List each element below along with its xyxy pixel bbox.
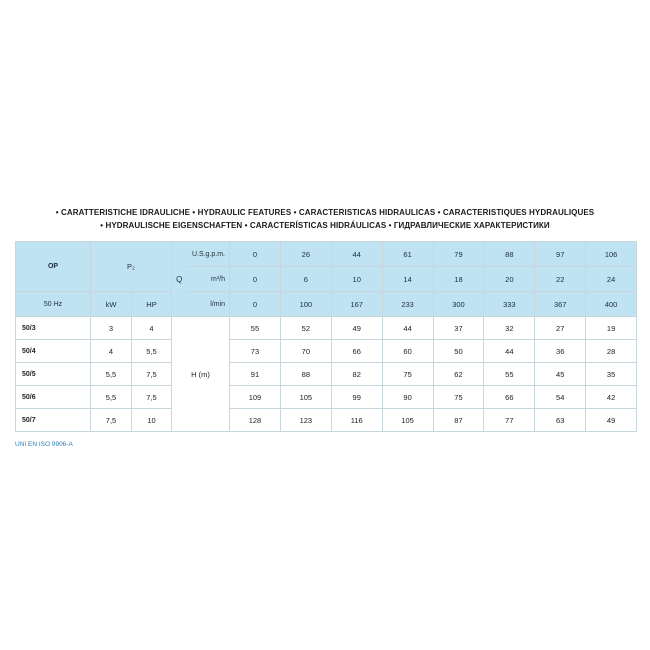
hp-header: HP — [132, 292, 172, 317]
model-cell: 50/3 — [16, 317, 91, 340]
head-cell: 49 — [331, 317, 382, 340]
usgpm-cell: 88 — [484, 242, 535, 267]
hp-cell: 7,5 — [132, 386, 172, 409]
p2-header: P₂ — [91, 242, 172, 292]
head-cell: 44 — [382, 317, 433, 340]
head-cell: 116 — [331, 409, 382, 432]
usgpm-cell: 106 — [586, 242, 637, 267]
kw-header: kW — [91, 292, 132, 317]
usgpm-cell: 79 — [433, 242, 484, 267]
head-cell: 52 — [280, 317, 331, 340]
kw-cell: 4 — [91, 340, 132, 363]
lmin-cell: 400 — [586, 292, 637, 317]
head-cell: 35 — [586, 363, 637, 386]
model-cell: 50/7 — [16, 409, 91, 432]
table-title-line-2: • HYDRAULISCHE EIGENSCHAFTEN • CARACTERÍSTICAS HIDRÁULICAS • ГИДРАВЛИЧЕСКИЕ ХАРАКТЕРИСТИКИ — [100, 221, 550, 230]
m3h-cell: 22 — [535, 267, 586, 292]
head-cell: 28 — [586, 340, 637, 363]
head-cell: 36 — [535, 340, 586, 363]
m3h-cell: 6 — [280, 267, 331, 292]
head-cell: 88 — [280, 363, 331, 386]
head-cell: 128 — [230, 409, 281, 432]
table-title-line-1: • CARATTERISTICHE IDRAULICHE • HYDRAULIC FEATURES • CARACTERISTICAS HIDRAULICAS • CARACTERISTIQUES HYDRAULIQUES — [55, 208, 595, 217]
kw-cell: 3 — [91, 317, 132, 340]
head-cell: 49 — [586, 409, 637, 432]
model-cell: 50/5 — [16, 363, 91, 386]
unit-usgpm: U.S.g.p.m. — [187, 242, 230, 267]
hp-cell: 4 — [132, 317, 172, 340]
usgpm-cell: 97 — [535, 242, 586, 267]
head-cell: 62 — [433, 363, 484, 386]
head-cell: 90 — [382, 386, 433, 409]
head-cell: 50 — [433, 340, 484, 363]
hydraulic-features-table — [15, 241, 637, 432]
hp-cell: 10 — [132, 409, 172, 432]
lmin-cell: 167 — [331, 292, 382, 317]
head-cell: 75 — [382, 363, 433, 386]
model-cell: 50/4 — [16, 340, 91, 363]
usgpm-cell: 44 — [331, 242, 382, 267]
head-cell: 105 — [280, 386, 331, 409]
head-cell: 91 — [230, 363, 281, 386]
model-cell: 50/6 — [16, 386, 91, 409]
head-cell: 73 — [230, 340, 281, 363]
m3h-cell: 14 — [382, 267, 433, 292]
head-cell: 87 — [433, 409, 484, 432]
lmin-cell: 0 — [230, 292, 281, 317]
head-cell: 54 — [535, 386, 586, 409]
head-cell: 45 — [535, 363, 586, 386]
lmin-cell: 233 — [382, 292, 433, 317]
head-cell: 70 — [280, 340, 331, 363]
op-header: OP — [16, 242, 91, 292]
m3h-cell: 20 — [484, 267, 535, 292]
head-cell: 63 — [535, 409, 586, 432]
m3h-cell: 10 — [331, 267, 382, 292]
table-row — [16, 363, 637, 386]
kw-cell: 7,5 — [91, 409, 132, 432]
m3h-cell: 18 — [433, 267, 484, 292]
table-row — [16, 409, 637, 432]
q-header: Q — [172, 242, 187, 317]
head-cell: 55 — [484, 363, 535, 386]
m3h-cell: 24 — [586, 267, 637, 292]
head-cell: 55 — [230, 317, 281, 340]
m3h-cell: 0 — [230, 267, 281, 292]
head-cell: 99 — [331, 386, 382, 409]
hp-cell: 7,5 — [132, 363, 172, 386]
head-label: H (m) — [172, 317, 230, 432]
head-cell: 66 — [484, 386, 535, 409]
head-cell: 123 — [280, 409, 331, 432]
head-cell: 77 — [484, 409, 535, 432]
usgpm-cell: 0 — [230, 242, 281, 267]
table-row — [16, 340, 637, 363]
lmin-cell: 333 — [484, 292, 535, 317]
lmin-cell: 300 — [433, 292, 484, 317]
usgpm-cell: 26 — [280, 242, 331, 267]
head-cell: 27 — [535, 317, 586, 340]
table-row — [16, 317, 637, 340]
head-cell: 109 — [230, 386, 281, 409]
head-cell: 75 — [433, 386, 484, 409]
head-cell: 32 — [484, 317, 535, 340]
head-cell: 42 — [586, 386, 637, 409]
head-cell: 44 — [484, 340, 535, 363]
head-cell: 37 — [433, 317, 484, 340]
head-cell: 19 — [586, 317, 637, 340]
frequency-label: 50 Hz — [16, 292, 91, 317]
usgpm-cell: 61 — [382, 242, 433, 267]
head-cell: 105 — [382, 409, 433, 432]
lmin-cell: 367 — [535, 292, 586, 317]
unit-lmin: l/min — [187, 292, 230, 317]
kw-cell: 5,5 — [91, 386, 132, 409]
head-cell: 60 — [382, 340, 433, 363]
kw-cell: 5,5 — [91, 363, 132, 386]
unit-m3h: m³/h — [187, 267, 230, 292]
hp-cell: 5,5 — [132, 340, 172, 363]
head-cell: 66 — [331, 340, 382, 363]
head-cell: 82 — [331, 363, 382, 386]
standard-footnote: UNI EN ISO 9906-A — [15, 441, 73, 448]
table-row — [16, 386, 637, 409]
lmin-cell: 100 — [280, 292, 331, 317]
